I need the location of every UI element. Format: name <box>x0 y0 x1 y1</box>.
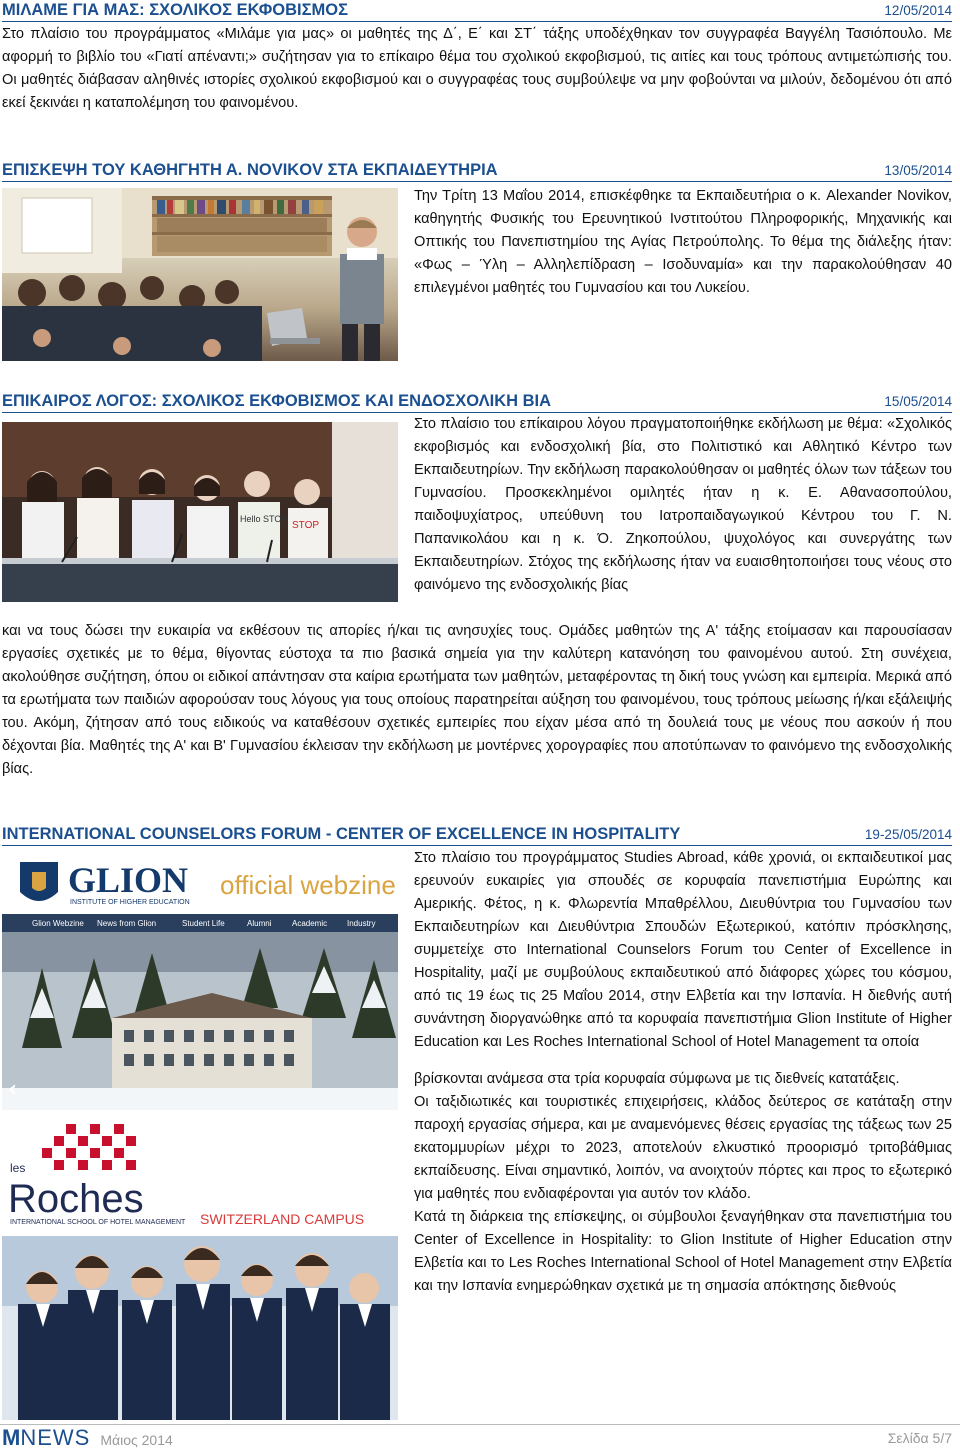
glion-logo-sub: INSTITUTE OF HIGHER EDUCATION <box>70 899 190 906</box>
article-header <box>2 824 952 846</box>
glion-logo-text: GLION <box>68 860 189 900</box>
webzine-nav-item: Glion Webzine <box>32 919 84 928</box>
article-title: ΜΙΛΑΜΕ ΓΙΑ ΜΑΣ: ΣΧΟΛΙΚΟΣ ΕΚΦΟΒΙΣΜΟΣ <box>2 1 349 19</box>
article-body-2: βρίσκονται ανάμεσα στα τρία κορυφαία σύμφωνα με τις διεθνείς κατατάξεις. <box>414 1071 900 1087</box>
carousel-prev-icon[interactable]: ‹ <box>8 1077 18 1102</box>
article-date: 15/05/2014 <box>884 394 952 409</box>
brand-text: NEWS <box>20 1424 91 1450</box>
page-footer <box>0 1424 960 1450</box>
lecture-photo-drawing <box>2 188 398 361</box>
webzine-nav-item: News from Glion <box>97 919 157 928</box>
webzine-nav-item: Academic <box>292 919 328 928</box>
article-novikov-visit <box>2 160 952 182</box>
webzine-title: official webzine <box>220 870 396 900</box>
article-violence-event <box>2 391 952 413</box>
campus-label: SWITZERLAND CAMPUS <box>200 1211 365 1227</box>
webzine-nav-item: Student Life <box>182 919 225 928</box>
lecture-photo <box>2 188 398 361</box>
article-title: INTERNATIONAL COUNSELORS FORUM - CENTER OF EXCELLENCE IN HOSPITALITY <box>2 825 681 843</box>
article-body: Στο πλαίσιο του προγράμματος «Μιλάμε για μας» οι μαθητές της Δ΄, Ε΄ και ΣΤ΄ τάξης υποδέχθηκαν τον συγγραφέα Βαγγέλη Τασιόπουλο. Με αφορμή το βιβλίο του «Γιατί απέναντι;» συζήτησαν για το επίκαιρο θέμα του σχολικού εκφοβισμού, τις αιτίες και τους τρόπους αντιμετώπισής του. Οι μαθητές διάβασαν αληθινές ιστορίες σχολικού εκφοβισμού και ο συγγραφέας τους συμβούλεψε να μην φοβούνται να μιλούν, δεδομένου ότι από εκεί ξεκινάει η καταπολέμηση του φαινομένου. <box>2 26 952 111</box>
violence-text-full <box>2 620 952 781</box>
article-header <box>2 0 952 22</box>
article-header <box>2 391 952 413</box>
webzine-nav-item: Industry <box>347 919 376 928</box>
novikov-text-column <box>414 185 952 300</box>
t-shirt-banner: STOP <box>292 520 320 531</box>
glion-webzine-image <box>2 848 398 1110</box>
webzine-nav-item: Alumni <box>247 919 272 928</box>
forum-text-column <box>414 847 952 1298</box>
article-body-1: Στο πλαίσιο του προγράμματος Studies Abroad, κάθε χρονιά, οι εκπαιδευτικοί μας ερευνούν ευκαιρίες για σπουδές σε κορυφαία πανεπιστήμια Ευρώπης και Αμερικής. Φέτος, η κ. Φλωρεντία Μπαθρέλλου, Διευθύντρια του Γυμνασίου των Εκπαιδευτηρίων και Διευθύντρια Σπουδών Εξωτερικού, κατόπιν πρόσκλησης, συμμετείχε στο International Counselors Forum του Center of Excellence in Hospitality, μαζί με συμβούλους εκπαιδευτικού από διάφορες χώρες του κόσμου, από τις 19 έως τις 25 Μαΐου 2014, στην Ελβετία και την Ισπανία. Η διεθνής αυτή συνάντηση διοργανώθηκε από τα κορυφαία πανεπιστήμια Glion Institute of Higher Education και Les Roches International School of Hotel Management τα οποία <box>414 850 952 1050</box>
issue-label: Μάιος 2014 <box>100 1431 173 1448</box>
article-header <box>2 160 952 182</box>
article-date: 13/05/2014 <box>884 163 952 178</box>
article-counselors-forum <box>2 824 952 846</box>
page-number: Σελίδα 5/7 <box>887 1429 952 1446</box>
violence-text-column <box>414 413 952 597</box>
glion-webzine-drawing <box>2 848 398 1110</box>
roches-logo-sub: INTERNATIONAL SCHOOL OF HOTEL MANAGEMENT <box>10 1219 186 1226</box>
article-bullying-talk <box>2 0 952 115</box>
article-title: ΕΠΙΣΚΕΨΗ ΤΟΥ ΚΑΘΗΓΗΤΗ Α. NOVIKOV ΣΤΑ ΕΚΠΑΙΔΕΥΤΗΡΙΑ <box>2 161 498 179</box>
article-body-full: και να τους δώσει την ευκαιρία να εκθέσουν τις απορίες ή/και τις ανησυχίες τους. Ομάδες μαθητών της Α' τάξης ετοίμασαν και παρουσίασαν εργασίες σχετικές με το θέμα, θίγοντας εύστοχα τα πιο βασικά σημεία για την καλύτερη κατανόηση του φαινομένου αυτού. Στη συνέχεια, ακολούθησε συζήτηση, όπου οι ειδικοί απάντησαν στα καίρια ερωτήματα των μαθητών, μεταφέροντας τη δική τους γνώση και εμπειρία. Μερικά από τα ερωτήματα των παιδιών αφορούσαν τους λόγους για τους οποίους παρατηρείται αύξηση του φαινομένου, τους τρόπους μείωσης ή/και εξάλειψής του. Ακόμη, ζήτησαν από τους ειδικούς να καταθέσουν σχετικές εμπειρίες που είχαν μέσα από τη δουλειά τους με νέους που ασκούν ή που δέχονται βία. Μαθητές της Α' και Β' Γυμνασίου έκλεισαν την εκδήλωση με μοντέρνες χορογραφίες που αποτύπωναν το φαινόμενο της ενδοσχολικής βίας. <box>2 623 952 777</box>
article-title: ΕΠΙΚΑΙΡΟΣ ΛΟΓΟΣ: ΣΧΟΛΙΚΟΣ ΕΚΦΟΒΙΣΜΟΣ ΚΑΙ ΕΝΔΟΣΧΟΛΙΚΗ ΒΙΑ <box>2 392 552 410</box>
article-body: Την Τρίτη 13 Μαΐου 2014, επισκέφθηκε τα Εκπαιδευτήρια ο κ. Alexander Novikov, καθηγητής Φυσικής του Ερευνητικού Ινστιτούτου Πληροφορικής, Μηχανικής και Οπτικής του Πανεπιστημίου της Αγίας Πετρούπολης. Το θέμα της διάλεξης ήταν: «Φως – Ύλη – Αλληλεπίδραση – Ισοδυναμία» και την παρακολούθησαν 40 επιλεγμένοι μαθητές του Γυμνασίου και του Λυκείου. <box>414 188 952 296</box>
students-panel-photo <box>2 422 398 602</box>
article-date: 19-25/05/2014 <box>864 827 952 842</box>
footer-brand <box>0 1425 173 1451</box>
brand-letter: M <box>2 1424 21 1450</box>
article-body-4: Κατά τη διάρκεια της επίσκεψης, οι σύμβουλοι ξεναγήθηκαν στα πανεπιστήμια του Center of Excellence in Hospitality: το Glion Institute of Higher Education στην Ελβετία και το Les Roches International School of Hotel Management στην Ελβετία και την Ισπανία ενημερώθηκαν σχετικά με τη σημασία απόκτησης διεθνούς <box>414 1209 952 1294</box>
roches-logo-small: les <box>10 1161 26 1175</box>
t-shirt-sign: Hello STOP <box>240 514 288 524</box>
students-panel-drawing <box>2 422 398 602</box>
les-roches-image <box>2 1112 398 1420</box>
article-date: 12/05/2014 <box>884 3 952 18</box>
article-body-3: Οι ταξιδιωτικές και τουριστικές επιχειρήσεις, κλάδος δεύτερος σε κατάταξη στην παροχή εργασίας σήμερα, και με αναμενόμενες θέσεις εργασίας της τάξεως των 25 εκατομμυρίων μέχρι το 2023, αποτελούν ελκυστικό προορισμό τριτοβάθμιας εκπαίδευσης. Είναι σημαντικό, λοιπόν, να ανοιχτούν πόρτες και προς το εξωτερικό για μαθητές που ενδιαφέρονται για αυτόν τον κλάδο. <box>414 1094 952 1202</box>
les-roches-drawing <box>2 1112 398 1420</box>
article-body-side: Στο πλαίσιο του επίκαιρου λόγου πραγματοποιήθηκε εκδήλωση με θέμα: «Σχολικός εκφοβισμός και ενδοσχολική βία, στο Πολιτιστικό και Αθλητικό Κέντρο των Εκπαιδευτηρίων. Την εκδήλωση παρακολούθησαν οι μαθητές όλων των τάξεων του Γυμνασίου. Προσκεκλημένοι ομιλητές ήταν η κ. Ε. Αθανασοπούλου, παιδοψυχίατρος, υπεύθυνη του Ιατροπαιδαγωγικού Κέντρου του Γ. Ν. Παπανικολάου και η κ. Ό. Ζηκοπούλου, ψυχολόγος και συνεργάτης των Εκπαιδευτηρίων. Στόχος της εκδήλωσης ήταν να ευαισθητοποιήσει τους νέους στο φαινόμενο της ενδοσχολικής βίας <box>414 416 952 593</box>
roches-logo-text: Roches <box>8 1177 144 1221</box>
